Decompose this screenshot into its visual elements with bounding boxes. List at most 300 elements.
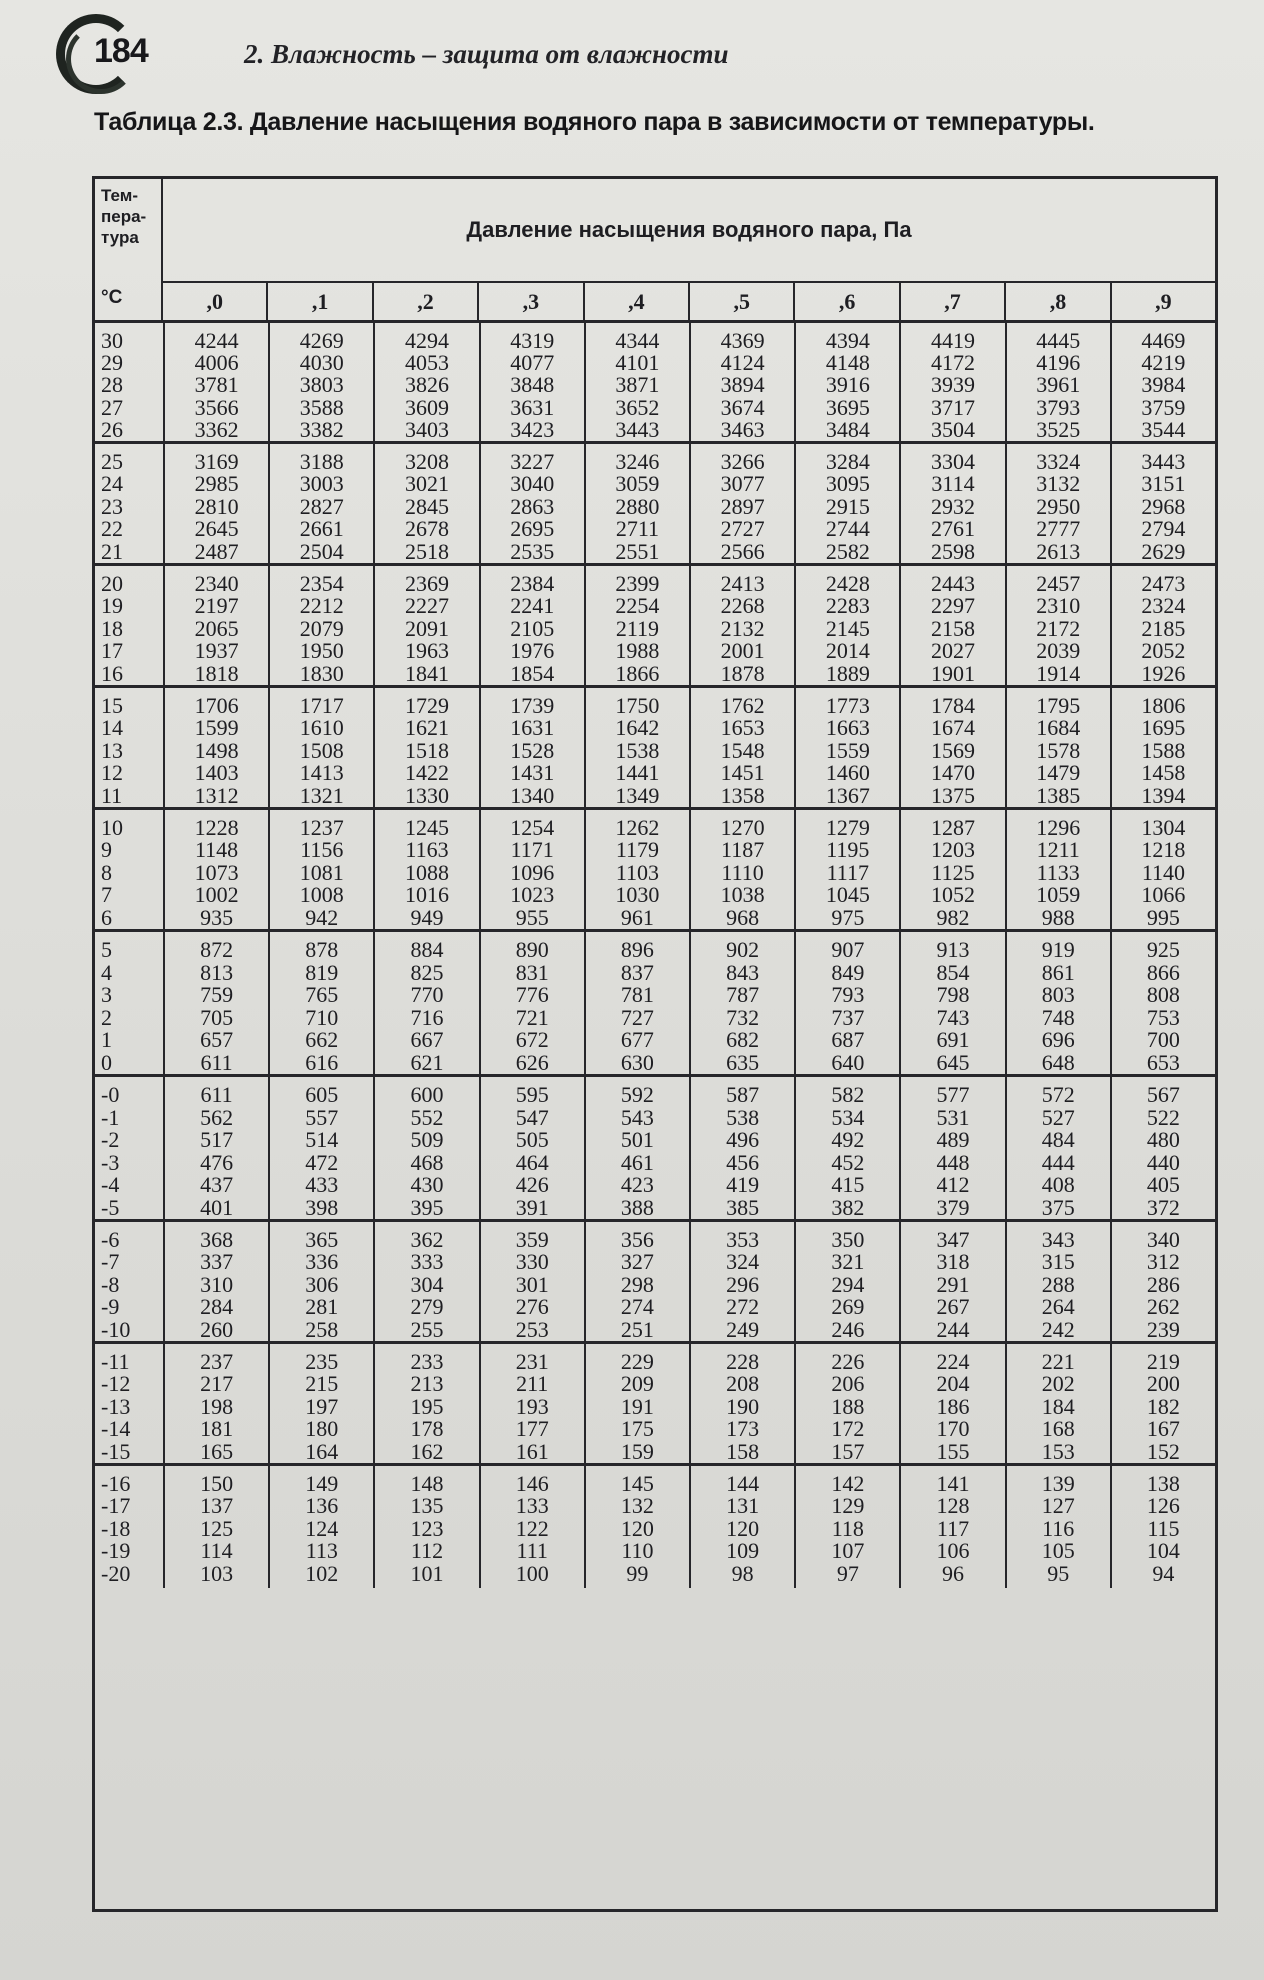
value-column xyxy=(373,1344,478,1463)
value-column xyxy=(1005,566,1110,685)
row-group xyxy=(95,1222,1215,1344)
pressure-cell: 1403 xyxy=(194,760,239,786)
pressure-cell: 3631 xyxy=(510,394,555,420)
pressure-cell: 1117 xyxy=(826,859,869,885)
pressure-cell: 2052 xyxy=(1141,638,1186,664)
temperature-cell: 18 xyxy=(101,615,123,641)
value-column xyxy=(479,688,584,807)
pressure-cell: 368 xyxy=(200,1227,234,1252)
temperature-cell: 6 xyxy=(101,904,112,930)
value-column xyxy=(584,1344,689,1463)
pressure-cell: 1578 xyxy=(1036,737,1081,763)
temperature-cell: 20 xyxy=(101,571,123,596)
pressure-cell: 2727 xyxy=(720,516,765,542)
pressure-cell: 961 xyxy=(620,904,654,930)
pressure-cell: 2582 xyxy=(825,538,870,564)
pressure-cell: 2369 xyxy=(405,571,449,596)
pressure-cell: 547 xyxy=(515,1104,549,1130)
temperature-cell: 17 xyxy=(101,638,123,664)
table-header xyxy=(95,179,1215,323)
pressure-cell: 2950 xyxy=(1036,493,1081,519)
value-column xyxy=(479,810,584,929)
pressure-cell: 2399 xyxy=(615,571,660,596)
pressure-cell: 375 xyxy=(1041,1194,1075,1220)
column-header: ,0 xyxy=(206,289,223,314)
pressure-cell: 3151 xyxy=(1141,471,1186,497)
pressure-cell: 843 xyxy=(726,959,760,985)
pressure-cell: 3717 xyxy=(931,394,976,420)
value-column xyxy=(584,444,689,563)
pressure-cell: 1073 xyxy=(194,859,239,885)
value-column xyxy=(1110,1077,1215,1219)
pressure-cell: 1287 xyxy=(931,815,976,840)
pressure-cell: 175 xyxy=(620,1416,654,1442)
pressure-cell: 1413 xyxy=(299,760,344,786)
pressure-cell: 103 xyxy=(200,1560,234,1586)
temperature-column xyxy=(95,1344,163,1463)
value-column xyxy=(268,566,373,685)
pressure-cell: 2297 xyxy=(931,593,976,619)
pressure-cell: 437 xyxy=(200,1172,234,1197)
value-column xyxy=(689,566,794,685)
pressure-cell: 837 xyxy=(620,959,654,985)
value-column xyxy=(794,810,899,929)
pressure-cell: 464 xyxy=(515,1149,549,1175)
pressure-cell: 178 xyxy=(410,1416,444,1442)
pressure-cell: 426 xyxy=(515,1172,549,1197)
pressure-cell: 101 xyxy=(410,1560,444,1586)
pressure-cell: 347 xyxy=(936,1227,970,1252)
temperature-cell: 16 xyxy=(101,660,123,686)
pressure-cell: 640 xyxy=(831,1049,865,1075)
pressure-cell: 149 xyxy=(305,1471,339,1496)
pressure-cell: 1806 xyxy=(1141,693,1186,718)
pressure-cell: 682 xyxy=(726,1027,760,1052)
chapter-logo-icon xyxy=(56,14,152,94)
pressure-cell: 849 xyxy=(831,959,865,985)
pressure-cell: 2551 xyxy=(615,538,660,564)
row-group xyxy=(95,444,1215,566)
pressure-cell: 107 xyxy=(831,1538,865,1564)
value-column xyxy=(373,1222,478,1341)
pressure-cell: 543 xyxy=(620,1104,654,1130)
pressure-cell: 139 xyxy=(1041,1471,1075,1496)
pressure-cell: 145 xyxy=(620,1471,654,1496)
pressure-cell: 4077 xyxy=(510,350,555,376)
pressure-cell: 1237 xyxy=(299,815,344,840)
temperature-cell: -10 xyxy=(101,1316,131,1342)
pressure-cell: 653 xyxy=(1146,1049,1180,1075)
pressure-cell: 3132 xyxy=(1036,471,1081,497)
pressure-cell: 825 xyxy=(410,959,444,985)
pressure-cell: 3871 xyxy=(615,372,660,398)
pressure-cell: 164 xyxy=(305,1438,339,1464)
value-column xyxy=(899,1222,1004,1341)
pressure-cell: 2915 xyxy=(825,493,870,519)
pressure-cell: 3894 xyxy=(720,372,765,398)
value-column xyxy=(1005,1222,1110,1341)
value-column xyxy=(899,688,1004,807)
pressure-cell: 1674 xyxy=(931,715,976,741)
pressure-cell: 3304 xyxy=(931,449,976,474)
temperature-unit: °C xyxy=(101,287,123,308)
pressure-cell: 2283 xyxy=(825,593,870,619)
pressure-cell: 3040 xyxy=(510,471,555,497)
value-column xyxy=(1110,932,1215,1074)
pressure-cell: 4269 xyxy=(299,328,344,353)
temperature-cell: -0 xyxy=(101,1082,120,1107)
temperature-cell: -14 xyxy=(101,1416,131,1442)
pressure-cell: 611 xyxy=(200,1082,233,1107)
value-column xyxy=(373,566,478,685)
value-column xyxy=(479,1222,584,1341)
pressure-cell: 115 xyxy=(1147,1515,1180,1541)
value-column xyxy=(794,1222,899,1341)
pressure-cell: 501 xyxy=(620,1127,654,1152)
value-column xyxy=(1005,1466,1110,1588)
pressure-cell: 221 xyxy=(1041,1349,1075,1374)
pressure-cell: 753 xyxy=(1146,1004,1180,1030)
temperature-cell: -12 xyxy=(101,1371,131,1397)
value-column xyxy=(1110,323,1215,441)
pressure-cell: 1125 xyxy=(931,859,975,885)
pressure-cell: 3077 xyxy=(720,471,765,497)
pressure-cell: 1422 xyxy=(405,760,449,786)
column-header: ,9 xyxy=(1110,283,1215,320)
pressure-cell: 793 xyxy=(831,982,865,1007)
pressure-cell: 200 xyxy=(1146,1371,1180,1397)
pressure-cell: 118 xyxy=(831,1515,864,1541)
temperature-cell: -9 xyxy=(101,1294,120,1320)
value-column xyxy=(1110,810,1215,929)
pressure-cell: 172 xyxy=(831,1416,865,1442)
pressure-cell: 1321 xyxy=(299,782,344,808)
pressure-cell: 109 xyxy=(726,1538,760,1564)
pressure-cell: 645 xyxy=(936,1049,970,1075)
pressure-cell: 1008 xyxy=(299,882,344,908)
pressure-cell: 142 xyxy=(831,1471,865,1496)
pressure-cell: 233 xyxy=(410,1349,444,1374)
pressure-cell: 1002 xyxy=(194,882,239,908)
pressure-cell: 105 xyxy=(1041,1538,1075,1564)
pressure-cell: 3566 xyxy=(194,394,239,420)
pressure-cell: 677 xyxy=(620,1027,654,1052)
pressure-cell: 3266 xyxy=(720,449,765,474)
pressure-cell: 412 xyxy=(936,1172,970,1197)
pressure-cell: 538 xyxy=(726,1104,760,1130)
pressure-cell: 362 xyxy=(410,1227,444,1252)
pressure-cell: 3939 xyxy=(931,372,976,398)
temperature-cell: 29 xyxy=(101,350,123,376)
pressure-cell: 2185 xyxy=(1141,615,1186,641)
value-column xyxy=(268,444,373,563)
pressure-cell: 215 xyxy=(305,1371,339,1397)
temperature-cell: -8 xyxy=(101,1271,120,1297)
temperature-cell: 7 xyxy=(101,882,112,908)
temperature-cell: -4 xyxy=(101,1172,120,1197)
temperature-header xyxy=(95,179,163,320)
pressure-cell: 2863 xyxy=(510,493,555,519)
pressure-cell: 1854 xyxy=(510,660,555,686)
value-column xyxy=(268,1222,373,1341)
value-column xyxy=(689,1077,794,1219)
pressure-cell: 1296 xyxy=(1036,815,1081,840)
pressure-cell: 468 xyxy=(410,1149,444,1175)
pressure-cell: 3284 xyxy=(825,449,870,474)
pressure-cell: 1030 xyxy=(615,882,660,908)
pressure-cell: 1140 xyxy=(1141,859,1186,885)
pressure-cell: 262 xyxy=(1146,1294,1180,1320)
pressure-cell: 137 xyxy=(200,1493,234,1519)
pressure-cell: 433 xyxy=(305,1172,339,1197)
pressure-cell: 1926 xyxy=(1141,660,1186,686)
pressure-cell: 1245 xyxy=(405,815,449,840)
value-column xyxy=(794,323,899,441)
pressure-cell: 177 xyxy=(515,1416,549,1442)
value-column xyxy=(689,810,794,929)
pressure-cell: 3021 xyxy=(405,471,449,497)
page-number: 184 xyxy=(94,32,148,70)
pressure-cell: 4419 xyxy=(931,328,976,353)
pressure-cell: 4172 xyxy=(931,350,976,376)
pressure-cell: 496 xyxy=(726,1127,760,1152)
pressure-cell: 3504 xyxy=(931,416,976,442)
pressure-cell: 122 xyxy=(515,1515,549,1541)
pressure-cell: 2443 xyxy=(931,571,976,596)
pressure-cell: 3403 xyxy=(405,416,449,442)
value-column xyxy=(1110,444,1215,563)
column-header: ,5 xyxy=(688,283,793,320)
pressure-cell: 113 xyxy=(305,1538,338,1564)
temperature-cell: 12 xyxy=(101,760,123,786)
page-header xyxy=(56,14,729,94)
row-group xyxy=(95,1344,1215,1466)
pressure-cell: 112 xyxy=(410,1538,444,1564)
pressure-cell: 1451 xyxy=(720,760,765,786)
pressure-cell: 117 xyxy=(936,1515,970,1541)
pressure-cell: 231 xyxy=(515,1349,549,1374)
pressure-cell: 2487 xyxy=(194,538,239,564)
value-column xyxy=(584,1077,689,1219)
pressure-cell: 242 xyxy=(1041,1316,1075,1342)
value-column xyxy=(163,444,268,563)
pressure-cell: 158 xyxy=(726,1438,760,1464)
pressure-cell: 3169 xyxy=(194,449,239,474)
pressure-cell: 700 xyxy=(1146,1027,1180,1052)
temperature-cell: -18 xyxy=(101,1515,131,1541)
pressure-cell: 4053 xyxy=(405,350,449,376)
pressure-cell: 2880 xyxy=(615,493,660,519)
pressure-cell: 1479 xyxy=(1036,760,1081,786)
pressure-cell: 995 xyxy=(1146,904,1180,930)
pressure-cell: 180 xyxy=(305,1416,339,1442)
pressure-cell: 925 xyxy=(1146,937,1180,962)
pressure-cell: 616 xyxy=(305,1049,339,1075)
value-column xyxy=(479,566,584,685)
column-header: ,6 xyxy=(793,283,898,320)
pressure-cell: 1394 xyxy=(1141,782,1186,808)
temperature-cell: -3 xyxy=(101,1149,120,1175)
pressure-cell: 3362 xyxy=(194,416,239,442)
pressure-cell: 2227 xyxy=(405,593,449,619)
pressure-cell: 1950 xyxy=(299,638,344,664)
pressure-cell: 2695 xyxy=(510,516,555,542)
pressure-cell: 1431 xyxy=(510,760,555,786)
value-column xyxy=(373,1466,478,1588)
pressure-cell: 1621 xyxy=(405,715,449,741)
pressure-cell: 587 xyxy=(726,1082,760,1107)
pressure-cell: 260 xyxy=(200,1316,234,1342)
pressure-cell: 170 xyxy=(936,1416,970,1442)
pressure-cell: 2241 xyxy=(510,593,555,619)
pressure-cell: 896 xyxy=(620,937,654,962)
pressure-cell: 1052 xyxy=(931,882,976,908)
pressure-cell: 1729 xyxy=(405,693,449,718)
value-column xyxy=(584,1466,689,1588)
pressure-cell: 942 xyxy=(305,904,339,930)
pressure-cell: 4319 xyxy=(510,328,555,353)
value-column xyxy=(479,1466,584,1588)
pressure-cell: 1498 xyxy=(194,737,239,763)
pressure-cell: 188 xyxy=(831,1393,865,1419)
value-column xyxy=(268,932,373,1074)
value-column xyxy=(163,1466,268,1588)
value-column xyxy=(1005,323,1110,441)
pressure-cell: 379 xyxy=(936,1194,970,1220)
pressure-cell: 125 xyxy=(200,1515,234,1541)
temperature-cell: -5 xyxy=(101,1194,120,1220)
pressure-cell: 696 xyxy=(1041,1027,1075,1052)
pressure-cell: 1187 xyxy=(721,837,765,863)
pressure-cell: 1340 xyxy=(510,782,555,808)
value-column xyxy=(268,688,373,807)
pressure-cell: 359 xyxy=(515,1227,549,1252)
pressure-cell: 1110 xyxy=(721,859,764,885)
pressure-cell: 1211 xyxy=(1036,837,1080,863)
pressure-cell: 1841 xyxy=(405,660,449,686)
value-column xyxy=(899,1077,1004,1219)
pressure-cell: 321 xyxy=(831,1249,865,1275)
value-column xyxy=(584,810,689,929)
pressure-cell: 1889 xyxy=(825,660,870,686)
pressure-cell: 4030 xyxy=(299,350,344,376)
pressure-cell: 662 xyxy=(305,1027,339,1052)
pressure-cell: 1330 xyxy=(405,782,449,808)
pressure-cell: 157 xyxy=(831,1438,865,1464)
value-column xyxy=(163,688,268,807)
pressure-cell: 116 xyxy=(1042,1515,1075,1541)
pressure-cell: 131 xyxy=(726,1493,760,1519)
pressure-cell: 2172 xyxy=(1036,615,1081,641)
pressure-cell: 213 xyxy=(410,1371,444,1397)
pressure-cell: 279 xyxy=(410,1294,444,1320)
pressure-cell: 98 xyxy=(731,1560,754,1586)
pressure-cell: 191 xyxy=(620,1393,654,1419)
pressure-cell: 104 xyxy=(1146,1538,1180,1564)
pressure-cell: 982 xyxy=(936,904,970,930)
pressure-cell: 648 xyxy=(1041,1049,1075,1075)
value-column xyxy=(268,810,373,929)
pressure-cell: 3227 xyxy=(510,449,555,474)
pressure-cell: 2897 xyxy=(720,493,765,519)
pressure-cell: 1631 xyxy=(510,715,555,741)
pressure-cell: 1460 xyxy=(825,760,870,786)
pressure-cell: 955 xyxy=(515,904,549,930)
value-column xyxy=(794,688,899,807)
value-column xyxy=(163,1077,268,1219)
value-column xyxy=(794,1466,899,1588)
pressure-cell: 3208 xyxy=(405,449,449,474)
pressure-cell: 1279 xyxy=(825,815,870,840)
pressure-cell: 123 xyxy=(410,1515,444,1541)
pressure-cell: 141 xyxy=(936,1471,970,1496)
value-column xyxy=(689,444,794,563)
pressure-cell: 2711 xyxy=(615,516,659,542)
pressure-cell: 2340 xyxy=(194,571,239,596)
pressure-cell: 1156 xyxy=(300,837,344,863)
pressure-cell: 224 xyxy=(936,1349,970,1374)
value-column xyxy=(1005,688,1110,807)
pressure-cell: 111 xyxy=(516,1538,548,1564)
pressure-cell: 517 xyxy=(200,1127,234,1152)
pressure-cell: 3781 xyxy=(194,372,239,398)
pressure-cell: 135 xyxy=(410,1493,444,1519)
pressure-cell: 1148 xyxy=(195,837,239,863)
pressure-cell: 1254 xyxy=(510,815,555,840)
row-group xyxy=(95,1077,1215,1222)
temperature-cell: 9 xyxy=(101,837,112,863)
pressure-cell: 3544 xyxy=(1141,416,1186,442)
pressure-header: Давление насыщения водяного пара, Па xyxy=(163,179,1215,283)
pressure-cell: 152 xyxy=(1146,1438,1180,1464)
pressure-cell: 1818 xyxy=(194,660,239,686)
pressure-cell: 306 xyxy=(305,1271,339,1297)
pressure-cell: 3652 xyxy=(615,394,660,420)
pressure-cell: 162 xyxy=(410,1438,444,1464)
pressure-cell: 190 xyxy=(726,1393,760,1419)
value-column xyxy=(268,1077,373,1219)
value-column xyxy=(899,932,1004,1074)
pressure-cell: 2158 xyxy=(931,615,976,641)
pressure-cell: 4124 xyxy=(720,350,765,376)
pressure-cell: 95 xyxy=(1047,1560,1070,1586)
pressure-cell: 1088 xyxy=(405,859,449,885)
value-column xyxy=(163,1344,268,1463)
pressure-cell: 1937 xyxy=(194,638,239,664)
pressure-cell: 567 xyxy=(1146,1082,1180,1107)
pressure-cell: 372 xyxy=(1146,1194,1180,1220)
pressure-cell: 472 xyxy=(305,1149,339,1175)
pressure-cell: 153 xyxy=(1041,1438,1075,1464)
pressure-cell: 626 xyxy=(515,1049,549,1075)
pressure-cell: 2384 xyxy=(510,571,555,596)
pressure-cell: 4394 xyxy=(825,328,870,353)
value-column xyxy=(163,810,268,929)
temperature-cell: 15 xyxy=(101,693,123,718)
value-column xyxy=(1110,688,1215,807)
pressure-cell: 99 xyxy=(626,1560,649,1586)
temperature-cell: 27 xyxy=(101,394,123,420)
pressure-cell: 1023 xyxy=(510,882,555,908)
pressure-cell: 3443 xyxy=(1141,449,1186,474)
pressure-cell: 253 xyxy=(515,1316,549,1342)
pressure-cell: 235 xyxy=(305,1349,339,1374)
pressure-cell: 385 xyxy=(726,1194,760,1220)
pressure-cell: 401 xyxy=(200,1194,234,1220)
pressure-cell: 330 xyxy=(515,1249,549,1275)
pressure-cell: 4344 xyxy=(615,328,660,353)
pressure-cell: 3003 xyxy=(299,471,344,497)
